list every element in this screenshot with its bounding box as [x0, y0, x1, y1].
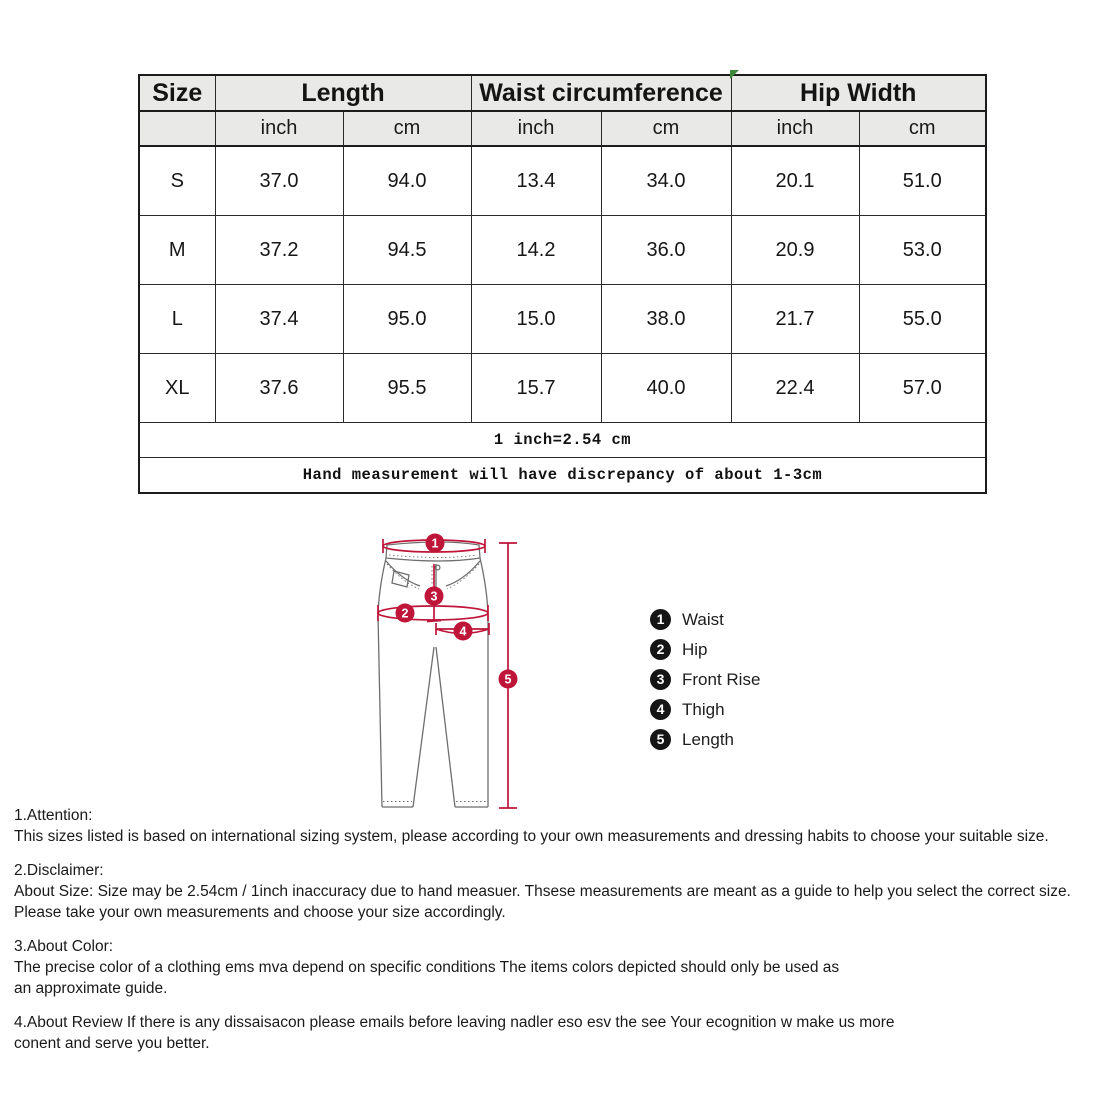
col-header-length: Length — [215, 75, 471, 111]
value-cell: 55.0 — [859, 285, 986, 354]
value-cell: 15.7 — [471, 354, 601, 423]
table-row-s — [139, 146, 986, 216]
value-cell: 40.0 — [601, 354, 731, 423]
measurement-lines — [378, 539, 517, 808]
col-header-waist: Waist circumference — [471, 75, 731, 111]
table-note-row — [139, 458, 986, 494]
footnote-text: This sizes listed is based on international sizing system, please according to your own measurements and dressing habits to choose your suitable size. — [14, 828, 1049, 845]
hip-badge — [396, 604, 415, 623]
value-cell: 37.2 — [215, 216, 343, 285]
legend-item-length — [650, 729, 760, 750]
legend-number-icon: 5 — [650, 729, 671, 750]
value-cell: 34.0 — [601, 146, 731, 216]
footnote-text: Please take your own measurements and choose your size accordingly. — [14, 904, 506, 921]
table-header-unit-row — [139, 111, 986, 146]
pants-measurement-diagram — [350, 530, 530, 820]
footnote-disclaimer — [14, 860, 1094, 923]
footnote-text: The precise color of a clothing ems mva depend on specific conditions The items colors depicted should only be used as — [14, 959, 840, 976]
value-cell: 57.0 — [859, 354, 986, 423]
footnote-heading: 3.About Color: — [14, 938, 114, 955]
footnote-heading: 2.Disclaimer: — [14, 862, 104, 879]
waist-badge — [426, 534, 445, 553]
front-rise-badge — [425, 587, 444, 606]
footnote-about-review — [14, 1012, 1094, 1054]
size-cell: M — [139, 216, 215, 285]
legend-number-icon: 2 — [650, 639, 671, 660]
value-cell: 95.5 — [343, 354, 471, 423]
value-cell: 38.0 — [601, 285, 731, 354]
legend-item-waist — [650, 609, 760, 630]
size-cell: XL — [139, 354, 215, 423]
table-row-l — [139, 285, 986, 354]
value-cell: 37.0 — [215, 146, 343, 216]
thigh-badge — [454, 622, 473, 641]
value-cell: 37.4 — [215, 285, 343, 354]
legend-number-icon: 4 — [650, 699, 671, 720]
footnote-text: About Size: Size may be 2.54cm / 1inch inaccuracy due to hand measuer. Thsese measurements are meant as a guide to help you select the correct size. — [14, 883, 1071, 900]
unit-header-blank — [139, 111, 215, 146]
legend-label: Length — [682, 729, 734, 749]
footnote-heading: 4.About Review If there is any dissaisacon please emails before leaving nadler eso esv the see Your ecognition w make us more — [14, 1014, 895, 1031]
legend-item-hip — [650, 639, 760, 660]
value-cell: 13.4 — [471, 146, 601, 216]
legend-label: Hip — [682, 639, 708, 659]
value-cell: 20.1 — [731, 146, 859, 216]
svg-text:2: 2 — [401, 606, 409, 621]
svg-text:5: 5 — [504, 672, 512, 687]
value-cell: 20.9 — [731, 216, 859, 285]
table-header-group-row — [139, 75, 986, 111]
unit-header: inch — [215, 111, 343, 146]
table-row-xl — [139, 354, 986, 423]
value-cell: 22.4 — [731, 354, 859, 423]
legend-label: Waist — [682, 609, 724, 629]
footnote-text: conent and serve you better. — [14, 1035, 210, 1052]
svg-text:3: 3 — [430, 589, 438, 604]
value-cell: 36.0 — [601, 216, 731, 285]
size-cell: S — [139, 146, 215, 216]
value-cell: 21.7 — [731, 285, 859, 354]
col-header-size: Size — [139, 75, 215, 111]
footnote-attention — [14, 805, 1094, 847]
value-cell: 94.0 — [343, 146, 471, 216]
svg-text:4: 4 — [459, 624, 467, 639]
length-badge — [499, 670, 518, 689]
legend-label: Front Rise — [682, 669, 761, 689]
discrepancy-note: Hand measurement will have discrepancy of about 1-3cm — [139, 458, 986, 494]
legend-label: Thigh — [682, 699, 725, 719]
legend-number-icon: 3 — [650, 669, 671, 690]
svg-text:1: 1 — [431, 536, 439, 551]
footnotes — [14, 805, 1094, 1067]
pants-outline — [378, 542, 488, 807]
value-cell: 53.0 — [859, 216, 986, 285]
table-note-row — [139, 423, 986, 458]
size-cell: L — [139, 285, 215, 354]
unit-header: cm — [601, 111, 731, 146]
value-cell: 94.5 — [343, 216, 471, 285]
size-table — [138, 74, 987, 494]
legend-item-thigh — [650, 699, 760, 720]
unit-header: inch — [471, 111, 601, 146]
value-cell: 14.2 — [471, 216, 601, 285]
value-cell: 95.0 — [343, 285, 471, 354]
footnote-text: an approximate guide. — [14, 980, 168, 997]
legend-number-icon: 1 — [650, 609, 671, 630]
value-cell: 15.0 — [471, 285, 601, 354]
value-cell: 37.6 — [215, 354, 343, 423]
unit-header: inch — [731, 111, 859, 146]
footnote-heading: 1.Attention: — [14, 807, 93, 824]
unit-header: cm — [343, 111, 471, 146]
measurement-legend — [650, 609, 760, 759]
table-row-m — [139, 216, 986, 285]
value-cell: 51.0 — [859, 146, 986, 216]
hip-measure-line — [378, 606, 488, 620]
conversion-note: 1 inch=2.54 cm — [139, 423, 986, 458]
unit-header: cm — [859, 111, 986, 146]
footnote-about-color — [14, 936, 1094, 999]
col-header-hip: Hip Width — [731, 75, 986, 111]
legend-item-front-rise — [650, 669, 760, 690]
